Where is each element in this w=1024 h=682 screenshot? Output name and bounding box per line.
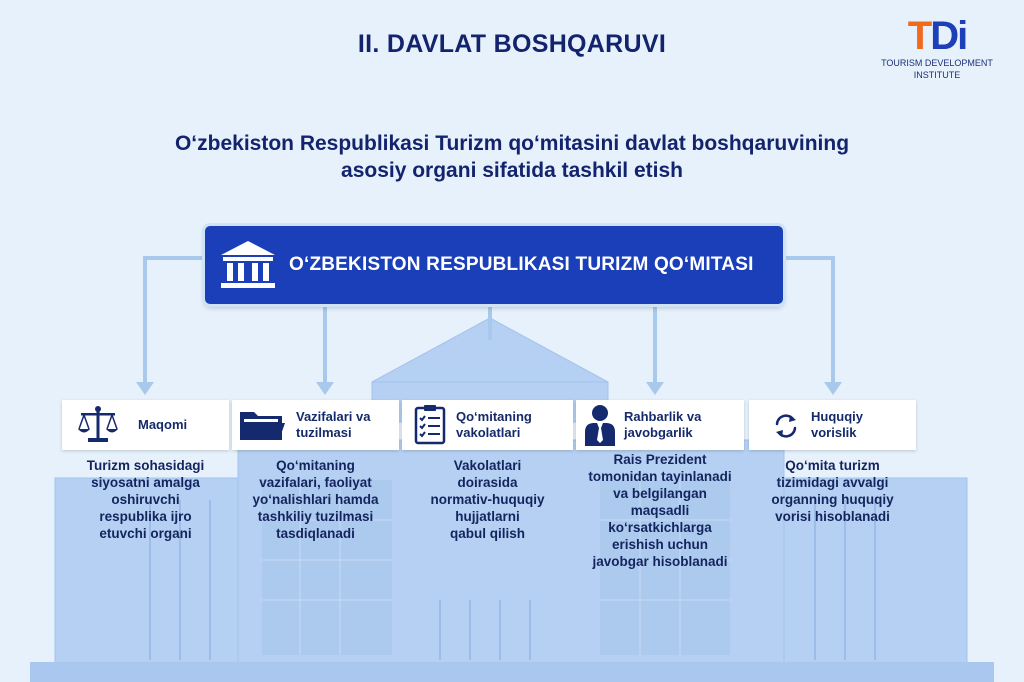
card-body-line: ko‘rsatkichlarga [608,520,712,535]
card-body-line: normativ-huquqiy [430,492,545,507]
card-body-line: vorisi hisoblanadi [775,509,890,524]
card-body-line: siyosatni amalga [91,475,200,490]
card-body-line: oshiruvchi [111,492,180,507]
card-title-succession [811,409,863,441]
card-title-tasks [296,409,370,441]
card-body-line: hujjatlarni [455,509,520,524]
card-head-powers [402,400,573,450]
card-body-line: etuvchi organi [99,526,192,541]
page-title: II. DAVLAT BOSHQARUVI [357,30,667,58]
card-head-tasks [232,400,399,450]
card-body-succession [749,457,916,525]
logo-letter-d: D [930,14,958,58]
card-title-line1: Qo‘mitaning [456,409,532,424]
card-head-leadership [576,400,744,450]
card-body-line: javobgar hisoblanadi [592,554,728,569]
card-body-powers [402,457,573,542]
person-tie-icon [584,404,616,446]
card-body-line: va belgilangan [613,486,707,501]
card-title-line2: vakolatlari [456,425,521,440]
card-body-line: vazifalari, faoliyat [259,475,372,490]
card-body-status [62,457,229,542]
card-title-line1: Rahbarlik va [624,409,702,424]
card-title-line2: javobgarlik [624,425,693,440]
card-body-line: tashkiliy tuzilmasi [257,509,374,524]
card-body-line: Rais Prezident [613,452,707,467]
card-body-line: erishish uchun [611,537,709,552]
committee-header-label: O‘ZBEKISTON RESPUBLIKASI TURIZM QO‘MITASI [289,254,754,275]
logo-letter-t: T [907,14,931,58]
scales-icon [76,405,120,445]
card-body-line: organning huquqiy [771,492,894,507]
committee-header-box [205,226,783,304]
card-head-status [62,400,229,450]
card-body-line: Qo‘mitaning [276,458,355,473]
card-body-tasks [232,457,399,542]
card-body-line: doirasida [457,475,518,490]
card-body-line: Vakolatlari [453,458,522,473]
card-title-status: Maqomi [138,417,188,432]
card-title-line2: tuzilmasi [296,425,352,440]
card-body-line: yo‘nalishlari hamda [252,492,379,507]
folder-icon [238,408,286,444]
card-title-line2: vorislik [811,425,857,440]
government-building-icon [219,239,277,291]
card-title-line1: Huquqiy [811,409,863,424]
card-body-line: tasdiqlanadi [276,526,355,541]
card-head-succession [749,400,916,450]
card-body-line: respublika ijro [99,509,192,524]
card-body-line: qabul qilish [449,526,525,541]
card-title-powers [456,409,532,441]
card-title-leadership [624,409,701,441]
subtitle-line2: asosiy organi sifatida tashkil etish [341,159,683,182]
logo-text-line2: INSTITUTE [913,70,961,80]
card-body-line: tomonidan tayinlanadi [588,469,732,484]
subtitle-line1: O‘zbekiston Respublikasi Turizm qo‘mitasini davlat boshqaruvining [174,132,850,155]
card-body-line: Qo‘mita turizm [785,458,880,473]
logo-letter-i: i [957,14,967,58]
card-body-line: Turizm sohasidagi [86,458,205,473]
logo-text-line1: TOURISM DEVELOPMENT [881,58,993,68]
card-body-line: tizimidagi avvalgi [776,475,889,490]
card-body-line: maqsadli [630,503,690,518]
card-body-leadership [574,451,746,570]
card-title-line1: Vazifalari va [296,409,371,424]
refresh-icon [773,413,799,439]
checklist-icon [414,405,446,445]
